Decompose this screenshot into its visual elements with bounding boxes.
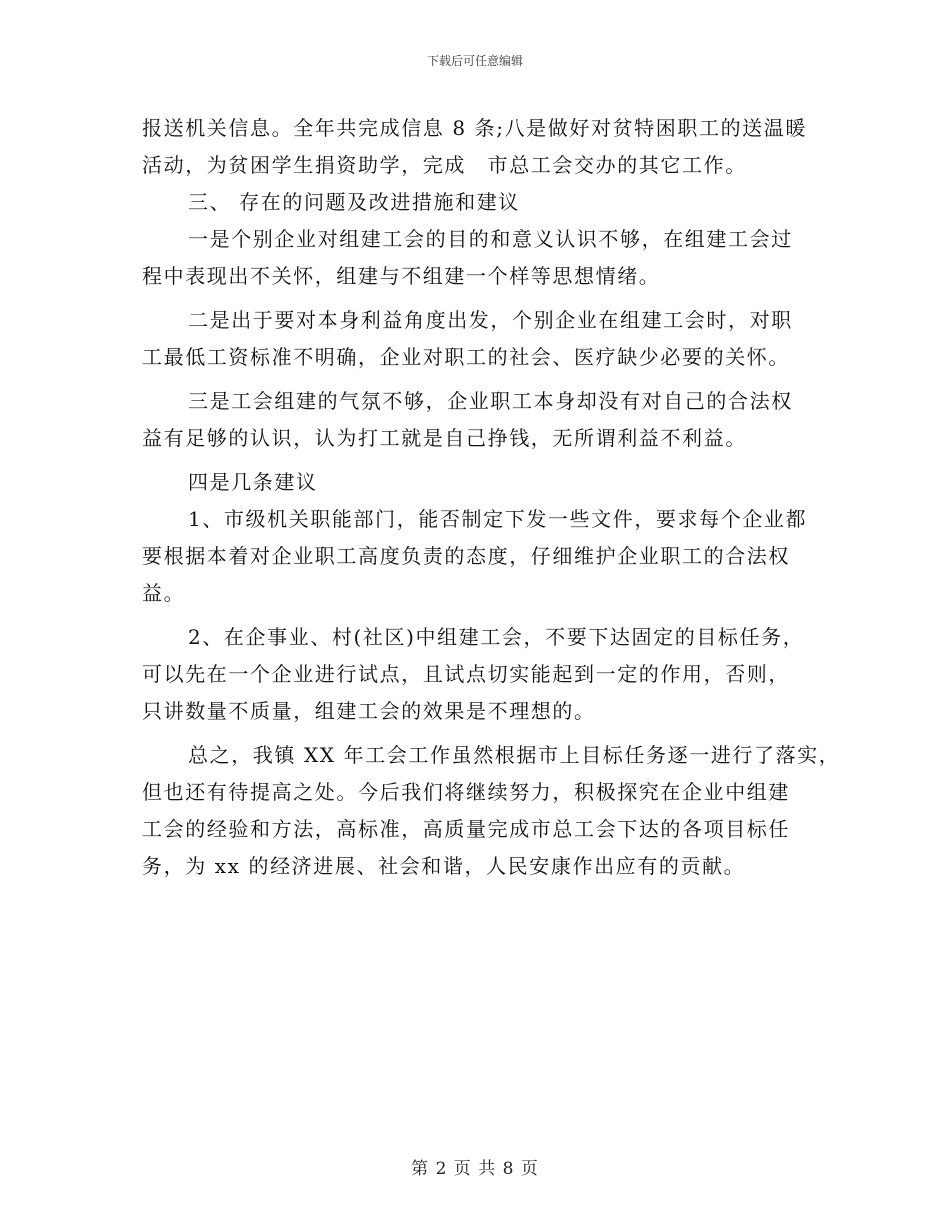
text-line: 2、在企事业、村(社区)中组建工会，不要下达固定的目标任务， xyxy=(188,625,805,649)
text-line: 一是个别企业对组建工会的目的和意义认识不够，在组建工会过 xyxy=(188,227,793,251)
text-line: 活动，为贫困学生捐资助学，完成 市总工会交办的其它工作。 xyxy=(142,153,747,177)
page-header-note: 下载后可任意编辑 xyxy=(426,54,523,68)
text-line: 工会的经验和方法，高标准，高质量完成市总工会下达的各项目标任 xyxy=(142,817,790,841)
section-heading: 三、 存在的问题及改进措施和建议 xyxy=(188,190,520,214)
text-line: 益有足够的认识，认为打工就是自己挣钱，无所谓利益不利益。 xyxy=(142,426,747,450)
section-heading: 四是几条建议 xyxy=(188,470,318,494)
text-line: 工最低工资标准不明确，企业对职工的社会、医疗缺少必要的关怀。 xyxy=(142,345,790,369)
text-line: 报送机关信息。全年共完成信息 8 条;八是做好对贫特困职工的送温暖 xyxy=(142,116,807,140)
text-line: 程中表现出不关怀，组建与不组建一个样等思想情绪。 xyxy=(142,264,661,288)
text-line: 只讲数量不质量，组建工会的效果是不理想的。 xyxy=(142,699,596,723)
text-line: 二是出于要对本身利益角度出发，个别企业在组建工会时，对职 xyxy=(188,308,793,332)
text-line: 务，为 xx 的经济进展、社会和谐，人民安康作出应有的贡献。 xyxy=(142,854,746,878)
document-body xyxy=(142,110,841,885)
text-line: 益。 xyxy=(142,581,186,605)
text-line: 可以先在一个企业进行试点，且试点切实能起到一定的作用，否则， xyxy=(142,662,790,686)
page-number: 第 2 页 共 8 页 xyxy=(411,1159,539,1179)
text-line: 三是工会组建的气氛不够，企业职工本身却没有对自己的合法权 xyxy=(188,389,793,413)
text-line: 1、市级机关职能部门，能否制定下发一些文件，要求每个企业都 xyxy=(188,507,808,531)
text-line: 总之，我镇 XX 年工会工作虽然根据市上目标任务逐一进行了落实， xyxy=(188,743,841,767)
text-line: 但也还有待提高之处。今后我们将继续努力，积极探究在企业中组建 xyxy=(142,780,790,804)
text-line: 要根据本着对企业职工高度负责的态度，仔细维护企业职工的合法权 xyxy=(142,544,790,568)
